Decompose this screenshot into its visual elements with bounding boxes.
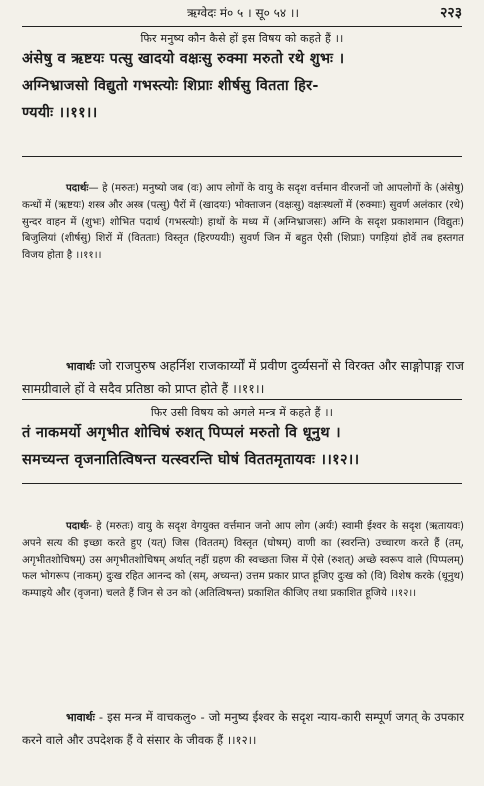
verse-11-mantra xyxy=(22,46,468,127)
bhavartha-text: जो राजपुरुष अहर्निश राजकार्य्यों में प्रवीण दुर्व्यसनों से विरक्त और साङ्गोपाङ्ग राज सामग्रीवाले हों वे सदैव प्रतिष्ठा को प्राप्त होते हैं ।।११।। xyxy=(22,358,464,396)
header-rule xyxy=(22,26,462,27)
mantra-line: समच्यन्त वृजनातित्विषन्त यत्स्वरन्ति घोषं विततमृतायवः ।।१२।। xyxy=(22,452,360,468)
bhavartha-label: भावार्थः xyxy=(66,711,95,724)
section-rule xyxy=(22,156,462,157)
verse-12-intro: फिर उसी विषय को अगले मन्त्र में कहते हैं ।। xyxy=(150,406,334,419)
section-rule xyxy=(22,483,462,484)
section-rule xyxy=(22,399,462,400)
verse-12-mantra xyxy=(22,420,468,474)
bhavartha-11 xyxy=(22,355,464,400)
padartha-text: - हे (मरुतः) वायु के सदृश वेगयुक्त वर्त्तमान जनो आप लोग (अर्यः) स्वामी ईश्वर के सदृश (ऋतायवः) अपने सत्य की इच्छा करते हुए (यत्) जिस (विततम्) विस्तृत (घोषम्) वाणी का (स्वरन्ति) उच्चारण करते हैं (तम्, अगृभीतशोचिषम्) उस अगृभीतशोचिषम् अर्थात् नहीं ग्रहण की स्वच्छता जिस में ऐसे (रुशत्) अच्छे स्वरूप वाले (पिप्पलम्) फल भोगरूप (नाकम्) दुःख रहित आनन्द को (सम्, अच्यन्त) उत्तम प्रकार प्राप्त हूजिए दुःख को (वि) विशेष करके (धूनुथ) कम्पाइये और (वृजना) चलते हैं जिन से उन को (अतित्विषन्त) प्रकाशित कीजिए तथा प्रकाशित हूजिये ।।१२।। xyxy=(22,521,464,600)
verse-11-intro: फिर मनुष्य कौन कैसे हों इस विषय को कहते हैं ।। xyxy=(140,32,344,45)
padartha-text: — हे (मरुतः) मनुष्यो जब (वः) आप लोगों के वायु के सदृश वर्त्तमान वीरजनों जो आपलोगों के (अंसेषु) कन्धों में (ऋष्टयः) शस्त्र और अस्त्र (पत्सु) पैरों में (खादयः) भोक्ताजन (वक्षःसु) वक्षःस्थलों में (रुक्माः) सुवर्ण अलंकार (रथे) सुन्दर वाहन में (शुभः) शोभित पदार्थ (गभस्त्योः) हाथों के मध्य में (अग्निभ्राजसः) अग्नि के सदृश प्रकाशमान (विद्युतः) बिजुलियां (शीर्षसु) शिरों में (वितताः) विस्तृत (हिरण्ययीः) सुवर्ण जिन में बहुत ऐसी (शिप्राः) पगड़ियां होवें तब हस्तगत विजय होता है ।।११।। xyxy=(22,183,464,262)
bhavartha-12 xyxy=(22,706,464,751)
running-head: ऋग्वेदः मं० ५ । सू० ५४ ।। xyxy=(186,6,300,20)
bhavartha-label: भावार्थः xyxy=(66,360,95,373)
mantra-line: अग्निभ्राजसो विद्युतो गभस्त्योः शिप्राः शीर्षसु वितता हिर- xyxy=(22,78,319,94)
page-number: २२३ xyxy=(440,5,462,21)
mantra-line: अंसेषु व ऋष्टयः पत्सु खादयो वक्षःसु रुक्मा मरुतो रथे शुभः । xyxy=(22,51,345,67)
padartha-label: पदार्थः xyxy=(66,521,89,532)
padartha-12 xyxy=(22,519,464,603)
padartha-11 xyxy=(22,181,464,265)
padartha-label: पदार्थः xyxy=(66,183,89,194)
mantra-line: ण्ययीः ।।११।। xyxy=(22,105,98,121)
page-header xyxy=(24,4,462,24)
mantra-line: तं नाकमर्यो अगृभीत शोचिषं रुशत् पिप्पलं मरुतो वि धूनुथ । xyxy=(22,425,341,441)
bhavartha-text: - इस मन्त्र में वाचकलु० - जो मनुष्य ईश्वर के सदृश न्याय-कारी सम्पूर्ण जगत् के उपकार करने वाले और उपदेशक हैं वे संसार के जीवक हैं ।।१२।। xyxy=(22,710,464,747)
